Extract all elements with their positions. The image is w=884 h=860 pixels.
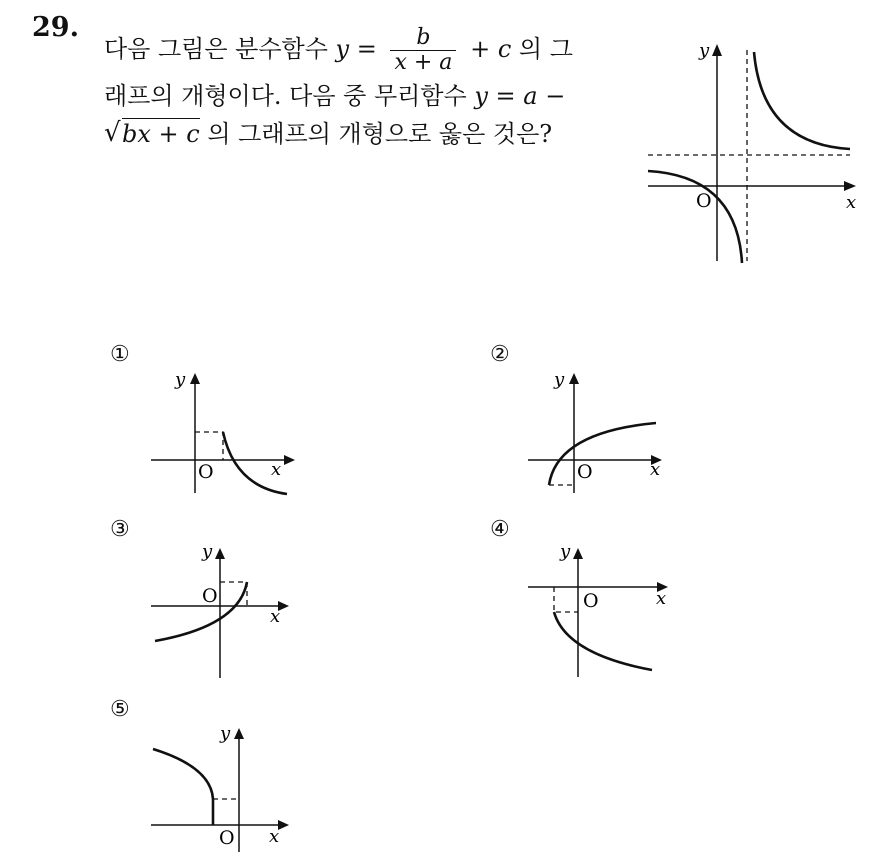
root-curve <box>554 612 652 670</box>
y-axis-label: y <box>554 369 565 390</box>
question-number: 29. <box>32 12 79 43</box>
hyperbola-lower-branch <box>648 171 742 263</box>
x-axis-label: x <box>271 459 282 480</box>
y-axis-label: y <box>202 541 213 562</box>
choice-5-graph[interactable] <box>145 720 305 855</box>
choice-2-graph[interactable] <box>522 365 672 500</box>
choice-5-label[interactable]: ⑤ <box>110 697 130 722</box>
choice-1-graph[interactable] <box>145 365 305 500</box>
main-graph <box>630 36 870 268</box>
origin-label: O <box>583 590 599 612</box>
question-line-2 <box>104 76 565 111</box>
x-axis-label: x <box>656 588 667 609</box>
origin-label: O <box>198 461 214 483</box>
choice-4-graph[interactable] <box>522 540 677 680</box>
function-expression: y = a − <box>474 82 566 110</box>
y-axis-arrow <box>215 548 225 559</box>
y-axis-arrow <box>234 728 244 739</box>
choice-3-graph[interactable] <box>145 540 305 680</box>
guide-dashes <box>554 587 578 612</box>
guide-dashes <box>195 432 223 460</box>
y-axis-label: y <box>175 369 186 390</box>
fraction-denominator: x + a <box>390 50 456 75</box>
origin-label: O <box>202 585 218 607</box>
x-axis-label: x <box>270 606 281 627</box>
origin-label: O <box>219 827 235 849</box>
question-text: 다음 그림은 분수함수 <box>104 35 336 63</box>
radical-symbol: √ <box>104 118 121 148</box>
fraction-numerator: b <box>416 25 431 50</box>
choice-1-label[interactable]: ① <box>110 342 130 367</box>
root-curve <box>549 423 656 485</box>
question-line-3 <box>104 114 552 149</box>
function-expression: y = <box>335 35 377 63</box>
x-axis-arrow <box>284 455 295 465</box>
x-axis-label: x <box>269 826 280 847</box>
origin-label: O <box>577 461 593 483</box>
x-axis-label: x <box>846 192 857 213</box>
y-axis-arrow <box>569 373 579 384</box>
root-curve <box>155 582 247 641</box>
fraction <box>390 26 456 75</box>
question-line-1 <box>104 26 573 75</box>
question-text: 래프의 개형이다. 다음 중 무리함수 <box>104 82 475 110</box>
y-axis-label: y <box>560 541 571 562</box>
y-axis-label: y <box>699 40 710 61</box>
function-constant: + c <box>470 35 512 63</box>
x-axis-arrow <box>278 820 289 830</box>
hyperbola-upper-branch <box>754 52 850 149</box>
origin-label: O <box>696 190 712 212</box>
y-axis-arrow <box>190 373 200 384</box>
question-text: 의 그 <box>518 35 573 63</box>
y-axis-label: y <box>220 723 231 744</box>
radicand: bx + c <box>122 120 200 148</box>
x-axis-arrow <box>844 181 856 191</box>
y-axis-arrow <box>712 44 722 56</box>
question-text: 의 그래프의 개형으로 옳은 것은? <box>207 120 553 148</box>
y-axis-arrow <box>573 548 583 559</box>
choice-2-label[interactable]: ② <box>490 342 510 367</box>
choice-4-label[interactable]: ④ <box>490 517 510 542</box>
choice-3-label[interactable]: ③ <box>110 517 130 542</box>
root-curve <box>153 749 213 825</box>
x-axis-label: x <box>650 459 661 480</box>
square-root <box>104 120 200 148</box>
